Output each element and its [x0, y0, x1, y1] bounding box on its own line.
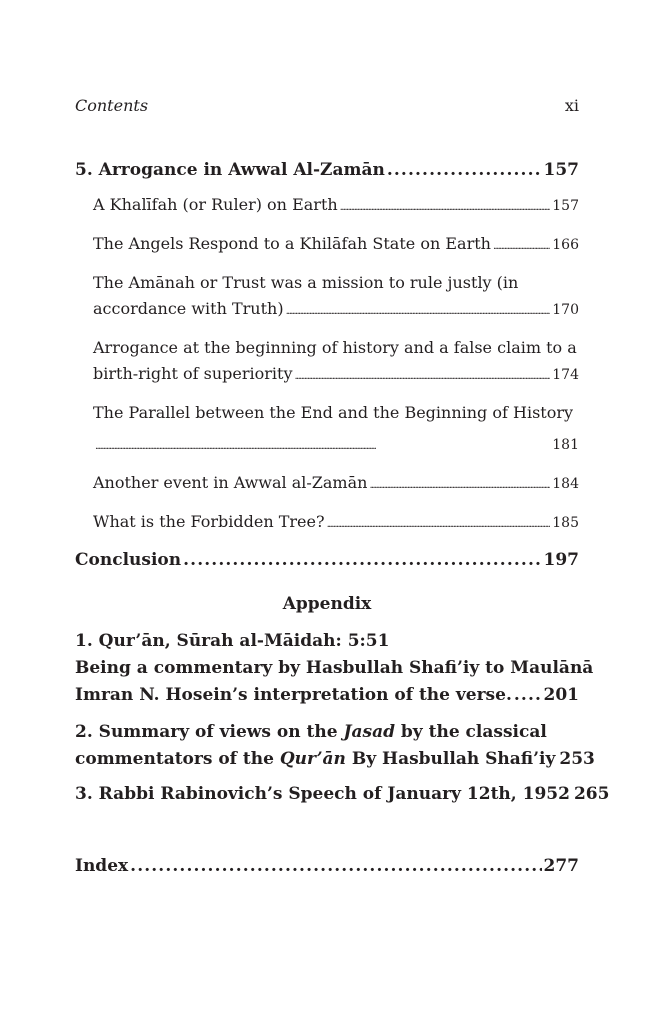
toc-entry-page: 184: [552, 476, 579, 492]
dot-leader: [130, 854, 541, 878]
toc-entry-page: 181: [552, 437, 579, 453]
appendix-heading: Appendix: [282, 594, 372, 614]
dot-leader: [493, 234, 550, 260]
toc-entry-page: 174: [552, 367, 579, 383]
toc-conclusion[interactable]: [75, 548, 579, 572]
appendix-item-3[interactable]: [75, 781, 610, 808]
toc-entry-page: 265: [573, 784, 610, 804]
dot-leader: [95, 434, 550, 460]
dot-leader: [514, 682, 542, 709]
toc-entry-title-line: The Parallel between the End and the Beginning of History: [93, 403, 574, 422]
toc-entry-title-line: Imran N. Hosein’s interpretation of the verse.: [75, 685, 512, 705]
title-text: By Hasbullah Shafi’iy: [345, 749, 556, 769]
toc-entry-page: 166: [552, 237, 579, 253]
toc-subsection[interactable]: [93, 192, 579, 221]
appendix-item-2[interactable]: [75, 719, 595, 773]
toc-entry-title-line: accordance with Truth): [93, 299, 284, 318]
toc-subsection[interactable]: [93, 270, 579, 325]
toc-entry-title-line: 1. Qur’ān, Sūrah al-Māidah: 5:51: [75, 631, 390, 651]
dot-leader: [327, 512, 551, 538]
toc-entry-title: Another event in Awwal al-Zamān: [93, 473, 368, 492]
dot-leader: [387, 158, 542, 182]
toc-entry-title-line: [75, 719, 579, 746]
toc-entry-page: 185: [552, 515, 579, 531]
toc-subsection[interactable]: [93, 335, 579, 390]
toc-entry-title: 5. Arrogance in Awwal Al-Zamān: [75, 160, 385, 180]
toc-entry-page: 201: [543, 685, 579, 705]
title-italic-text: Jasad: [343, 722, 395, 742]
running-header-title: Contents: [75, 96, 149, 115]
table-of-contents: [75, 158, 610, 878]
toc-entry-page: 197: [543, 550, 579, 570]
title-text: by the classical: [395, 722, 547, 742]
appendix-item-1[interactable]: [75, 628, 594, 709]
toc-subsection[interactable]: [93, 470, 579, 499]
toc-entry-page: 253: [559, 749, 595, 769]
toc-entry-title-line: [75, 746, 555, 773]
title-text: commentators of the: [75, 749, 280, 769]
toc-entry-title: What is the Forbidden Tree?: [93, 512, 325, 531]
toc-subsection[interactable]: [93, 400, 579, 460]
dot-leader: [340, 195, 551, 221]
title-text: 2. Summary of views on the: [75, 722, 344, 742]
toc-entry-page: 170: [552, 302, 579, 318]
toc-index[interactable]: [75, 854, 579, 878]
dot-leader: [294, 364, 550, 390]
title-italic-text: Qur’ān: [279, 749, 346, 769]
toc-subsection-list: [75, 192, 579, 538]
toc-entry-title-line: birth-right of superiority: [93, 364, 293, 383]
toc-entry-page: 277: [543, 856, 579, 876]
toc-subsection[interactable]: [93, 231, 579, 260]
toc-entry-title-line: The Amānah or Trust was a mission to rule justly (in: [93, 273, 519, 292]
toc-chapter-5[interactable]: [75, 158, 579, 182]
dot-leader: [286, 299, 551, 325]
toc-entry-title: A Khalīfah (or Ruler) on Earth: [93, 195, 338, 214]
toc-entry-title-line: Being a commentary by Hasbullah Shafi’iy to Maulānā: [75, 658, 594, 678]
dot-leader: [369, 473, 550, 499]
dot-leader: [183, 548, 541, 572]
toc-entry-title: The Angels Respond to a Khilāfah State on Earth: [93, 234, 491, 253]
toc-subsection[interactable]: [93, 509, 579, 538]
toc-entry-title: Conclusion: [75, 550, 182, 570]
toc-entry-page: 157: [552, 198, 579, 214]
toc-entry-title-line: Arrogance at the beginning of history and a false claim to a: [93, 338, 577, 357]
page-number: xi: [564, 96, 579, 115]
toc-entry-page: 157: [543, 160, 579, 180]
toc-entry-title: Index: [75, 856, 129, 876]
toc-entry-title: 3. Rabbi Rabinovich’s Speech of January 12th, 1952: [75, 784, 570, 804]
